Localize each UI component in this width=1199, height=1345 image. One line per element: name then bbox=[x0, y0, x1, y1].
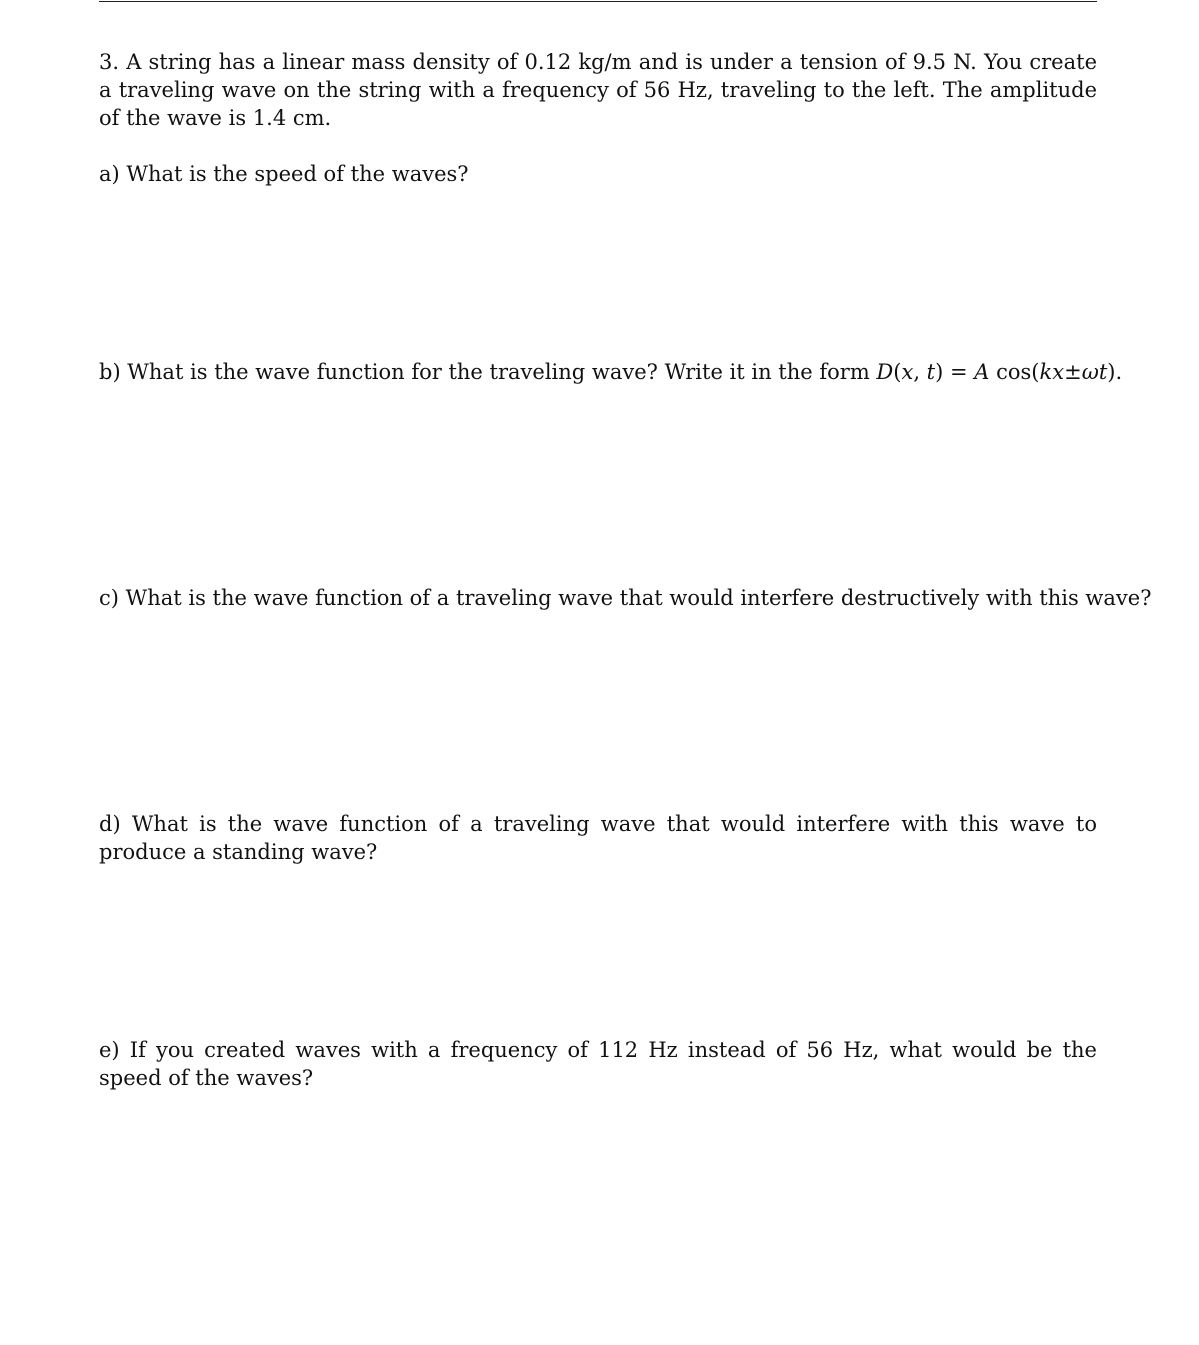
question-a: a) What is the speed of the waves? bbox=[99, 162, 469, 186]
top-horizontal-rule bbox=[99, 1, 1097, 2]
question-c: c) What is the wave function of a traveling wave that would interfere destructively with this wave? bbox=[99, 586, 1152, 610]
formula-x2: x bbox=[1052, 360, 1065, 384]
formula-cos: cos( bbox=[989, 360, 1040, 384]
formula-comma: , bbox=[913, 360, 927, 384]
formula-equals: = bbox=[943, 360, 975, 384]
formula-k: k bbox=[1039, 360, 1053, 384]
formula-x: x bbox=[901, 360, 914, 384]
question-d: d) What is the wave function of a traveling wave that would interfere with this wave to produce a standing wave? bbox=[99, 812, 1097, 864]
formula-pm: ± bbox=[1064, 360, 1082, 384]
wave-function-formula bbox=[876, 360, 1122, 384]
formula-args-close: ) bbox=[935, 360, 944, 384]
problem-statement: 3. A string has a linear mass density of 0.12 kg/m and is under a tension of 9.5 N. You create a traveling wave on the string with a frequency of 56 Hz, traveling to the left. The amplitude of the wave is 1.4 cm. bbox=[99, 50, 1097, 130]
formula-omega: ω bbox=[1081, 360, 1099, 384]
question-e: e) If you created waves with a frequency of 112 Hz instead of 56 Hz, what would be the speed of the waves? bbox=[99, 1038, 1097, 1090]
formula-D: D bbox=[876, 360, 894, 384]
question-b-text: b) What is the wave function for the traveling wave? Write it in the form bbox=[99, 360, 877, 384]
formula-close: ). bbox=[1107, 360, 1123, 384]
formula-A: A bbox=[974, 360, 990, 384]
question-b bbox=[99, 358, 1123, 386]
formula-args-open: ( bbox=[893, 360, 902, 384]
formula-t2: t bbox=[1098, 360, 1108, 384]
formula-t: t bbox=[926, 360, 936, 384]
